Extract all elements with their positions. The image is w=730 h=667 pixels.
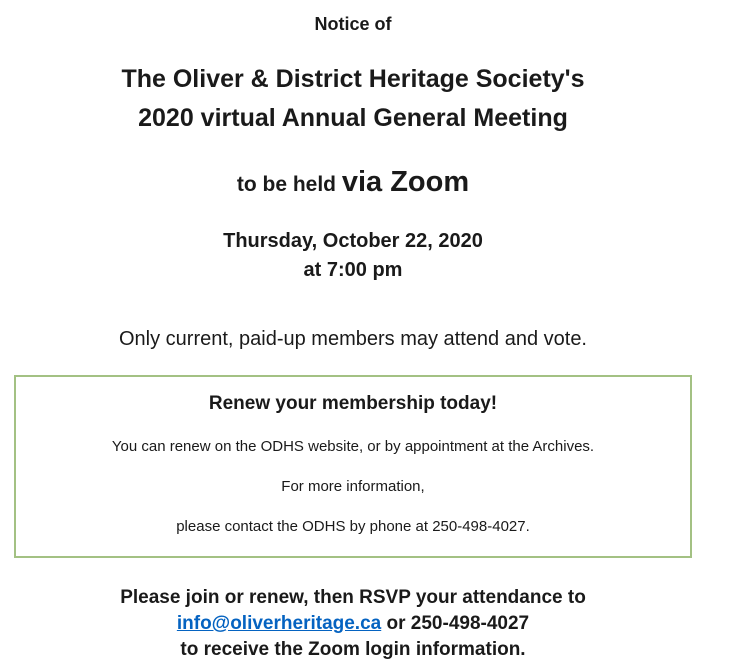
eligibility-note: Only current, paid-up members may attend and vote.	[118, 328, 587, 350]
meeting-datetime	[14, 227, 692, 285]
meeting-method-prefix: to be held	[236, 173, 342, 196]
notice-kicker: Notice of	[314, 14, 392, 34]
meeting-time: at 7:00 pm	[303, 259, 403, 281]
document-content	[14, 0, 692, 663]
meeting-method-zoom: via Zoom	[341, 166, 470, 198]
notice-title-line1: The Oliver & District Heritage Society's	[121, 65, 585, 93]
rsvp-line2	[14, 611, 692, 637]
rsvp-phone-alt: or 250-498-4027	[381, 613, 530, 634]
membership-renew-options: You can renew on the ODHS website, or by appointment at the Archives.	[111, 438, 595, 455]
membership-more-info: For more information,	[281, 478, 425, 495]
rsvp-email-link[interactable]: info@oliverheritage.ca	[176, 613, 382, 634]
rsvp-line3: to receive the Zoom login information.	[180, 639, 526, 660]
rsvp-instructions	[14, 585, 692, 663]
rsvp-line1: Please join or renew, then RSVP your attendance to	[120, 587, 586, 608]
notice-title-line2: 2020 virtual Annual General Meeting	[138, 104, 568, 132]
membership-renewal-box	[14, 375, 692, 558]
membership-heading: Renew your membership today!	[208, 393, 498, 414]
membership-contact-phone: please contact the ODHS by phone at 250-498-4027.	[176, 518, 530, 535]
notice-title	[14, 60, 692, 138]
meeting-date: Thursday, October 22, 2020	[223, 230, 483, 252]
meeting-method-line	[14, 164, 692, 205]
